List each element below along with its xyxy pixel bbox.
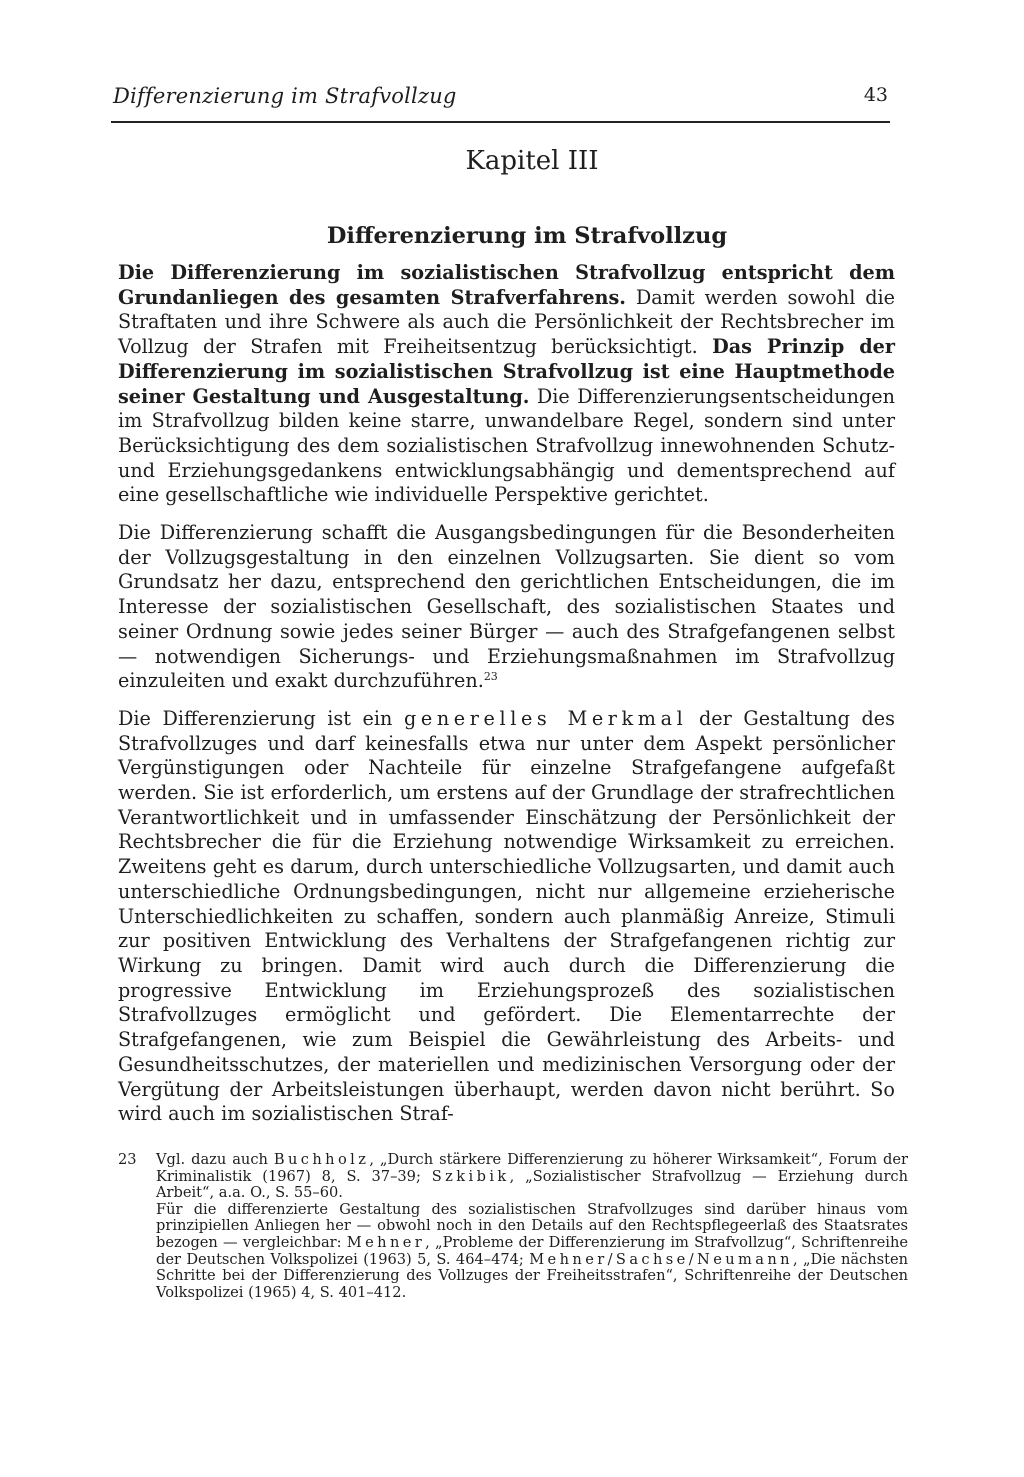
spaced-emphasis: generelles Merkmal [404, 706, 688, 730]
footnote-23 [118, 1152, 908, 1301]
header-rule [111, 121, 890, 123]
author-name: Mehner [346, 1233, 426, 1251]
running-title: Differenzierung im Strafvollzug [113, 84, 457, 108]
paragraph-text: Die Differenzierung ist ein [118, 706, 405, 730]
paragraph-text: Die Differenzierung schafft die Ausgangsbedingungen für die Besonderheiten der Vollzugsgestaltung in den einzelnen Vollzugsarten. Sie dient so vom Grundsatz her dazu, entsprechend den gerichtlichen Entscheidungen, die im Interesse der sozialistischen Gesellschaft, des sozialistischen Staates und seiner Ordnung sowie jedes seiner Bürger — auch des Strafgefangenen selbst — notwendigen Sicherungs- und Erziehungsmaßnahmen im Strafvollzug einzuleiten und exakt durchzuführen. [118, 521, 895, 693]
footnote-text: Für die differenzierte Gestaltung des sozialistischen Strafvollzuges sind darüber hinaus vom prinzipiellen Anliegen her — obwohl noch in den Details auf den Rechtspflegeerlaß des Staatsrates bezogen — vergleichbar: [156, 1200, 908, 1251]
paragraph-text: der Gestaltung des Strafvollzuges und darf keinesfalls etwa nur unter dem Aspekt persönlicher Vergünstigungen oder Nachteile für einzelne Strafgefangene aufgefaßt werden. Sie ist erforderlich, um erstens auf der Grundlage der strafrechtlichen Verantwortlichkeit und in umfassender Einschätzung der Persönlichkeit der Rechtsbrecher die für die Erziehung notwendige Wirksamkeit zu erreichen. Zweitens geht es darum, durch unterschiedliche Vollzugsarten, und damit auch unterschiedliche Ordnungsbedingungen, nicht nur allgemeine erzieherische Unterschiedlichkeiten zu schaffen, sondern auch planmäßig Anreize, Stimuli zur positiven Entwicklung des Verhaltens der Strafgefangenen richtig zur Wirkung zu bringen. Damit wird auch durch die Differenzierung die progressive Entwicklung im Erziehungsprozeß des sozialistischen Strafvollzuges ermöglicht und gefördert. Die Elementarrechte der Strafgefangenen, wie zum Beispiel die Gewährleistung des Arbeits- und Gesundheitsschutzes, der materiellen und medizinischen Versorgung oder der Vergütung der Arbeitsleistungen überhaupt, werden davon nicht berührt. So wird auch im sozialistischen Straf- [118, 706, 895, 1126]
paragraph-2 [118, 521, 895, 694]
footnote-text: Vgl. dazu auch [156, 1151, 274, 1168]
paragraph-3 [118, 707, 895, 1127]
chapter-label: Kapitel III [465, 146, 599, 176]
body-text [118, 261, 895, 1127]
footnote-body [156, 1152, 908, 1301]
footnote-paragraph-2 [156, 1202, 908, 1302]
author-name: Mehner/Sachse/Neumann [529, 1250, 793, 1268]
footnote-paragraph-1 [156, 1152, 908, 1202]
footnotes [118, 1152, 908, 1301]
author-name: Buchholz [273, 1151, 370, 1168]
bold-lead-sentence: Die Differenzierung im sozialistischen Strafvollzug entspricht dem Grundanliegen des gesamten Strafverfahrens. [118, 261, 895, 309]
paragraph-1 [118, 261, 895, 508]
paragraph-text: Die Differenzierungsentscheidungen im Strafvollzug bilden keine starre, unwandelbare Regel, sondern sind unter Berücksichtigung des dem sozialistischen Strafvollzug innewohnenden Schutz- und Erziehungsgedankens entwicklungsabhängig und dementsprechend auf eine gesellschaftliche wie individuelle Perspektive gerichtet. [118, 384, 895, 507]
paragraph-text: Damit werden sowohl die Straftaten und ihre Schwere als auch die Persönlichkeit der Rechtsbrecher im Vollzug der Strafen mit Freiheitsentzug berücksichtigt. [118, 285, 895, 359]
author-name: Szkibik [431, 1167, 510, 1185]
footnote-reference[interactable]: 23 [483, 670, 498, 684]
footnote-text: , „Probleme der Differenzierung im Strafvollzug“, Schriftenreihe der Deutschen Volkspolizei (1963) 5, S. 464–474; [156, 1233, 908, 1268]
page-number: 43 [863, 84, 888, 106]
footnote-text: , „Sozialistischer Strafvollzug — Erziehung durch Arbeit“, a.a. O., S. 55–60. [156, 1167, 908, 1202]
footnote-text: , „Durch stärkere Differenzierung zu höherer Wirksamkeit“, Forum der Kriminalistik (1967) 8, S. 37–39; [156, 1151, 908, 1185]
footnote-number: 23 [118, 1151, 137, 1168]
footnote-text: , „Die nächsten Schritte bei der Differenzierung des Vollzuges der Freiheitsstrafen“, Schriftenreihe der Deutschen Volkspolizei (1965) 4, S. 401–412. [156, 1250, 909, 1301]
running-header [113, 84, 888, 118]
chapter-title: Differenzierung im Strafvollzug [326, 223, 728, 249]
bold-principle-sentence: Das Prinzip der Differenzierung im sozialistischen Strafvollzug ist eine Hauptmethode seiner Gestaltung und Ausgestaltung. [118, 335, 895, 408]
